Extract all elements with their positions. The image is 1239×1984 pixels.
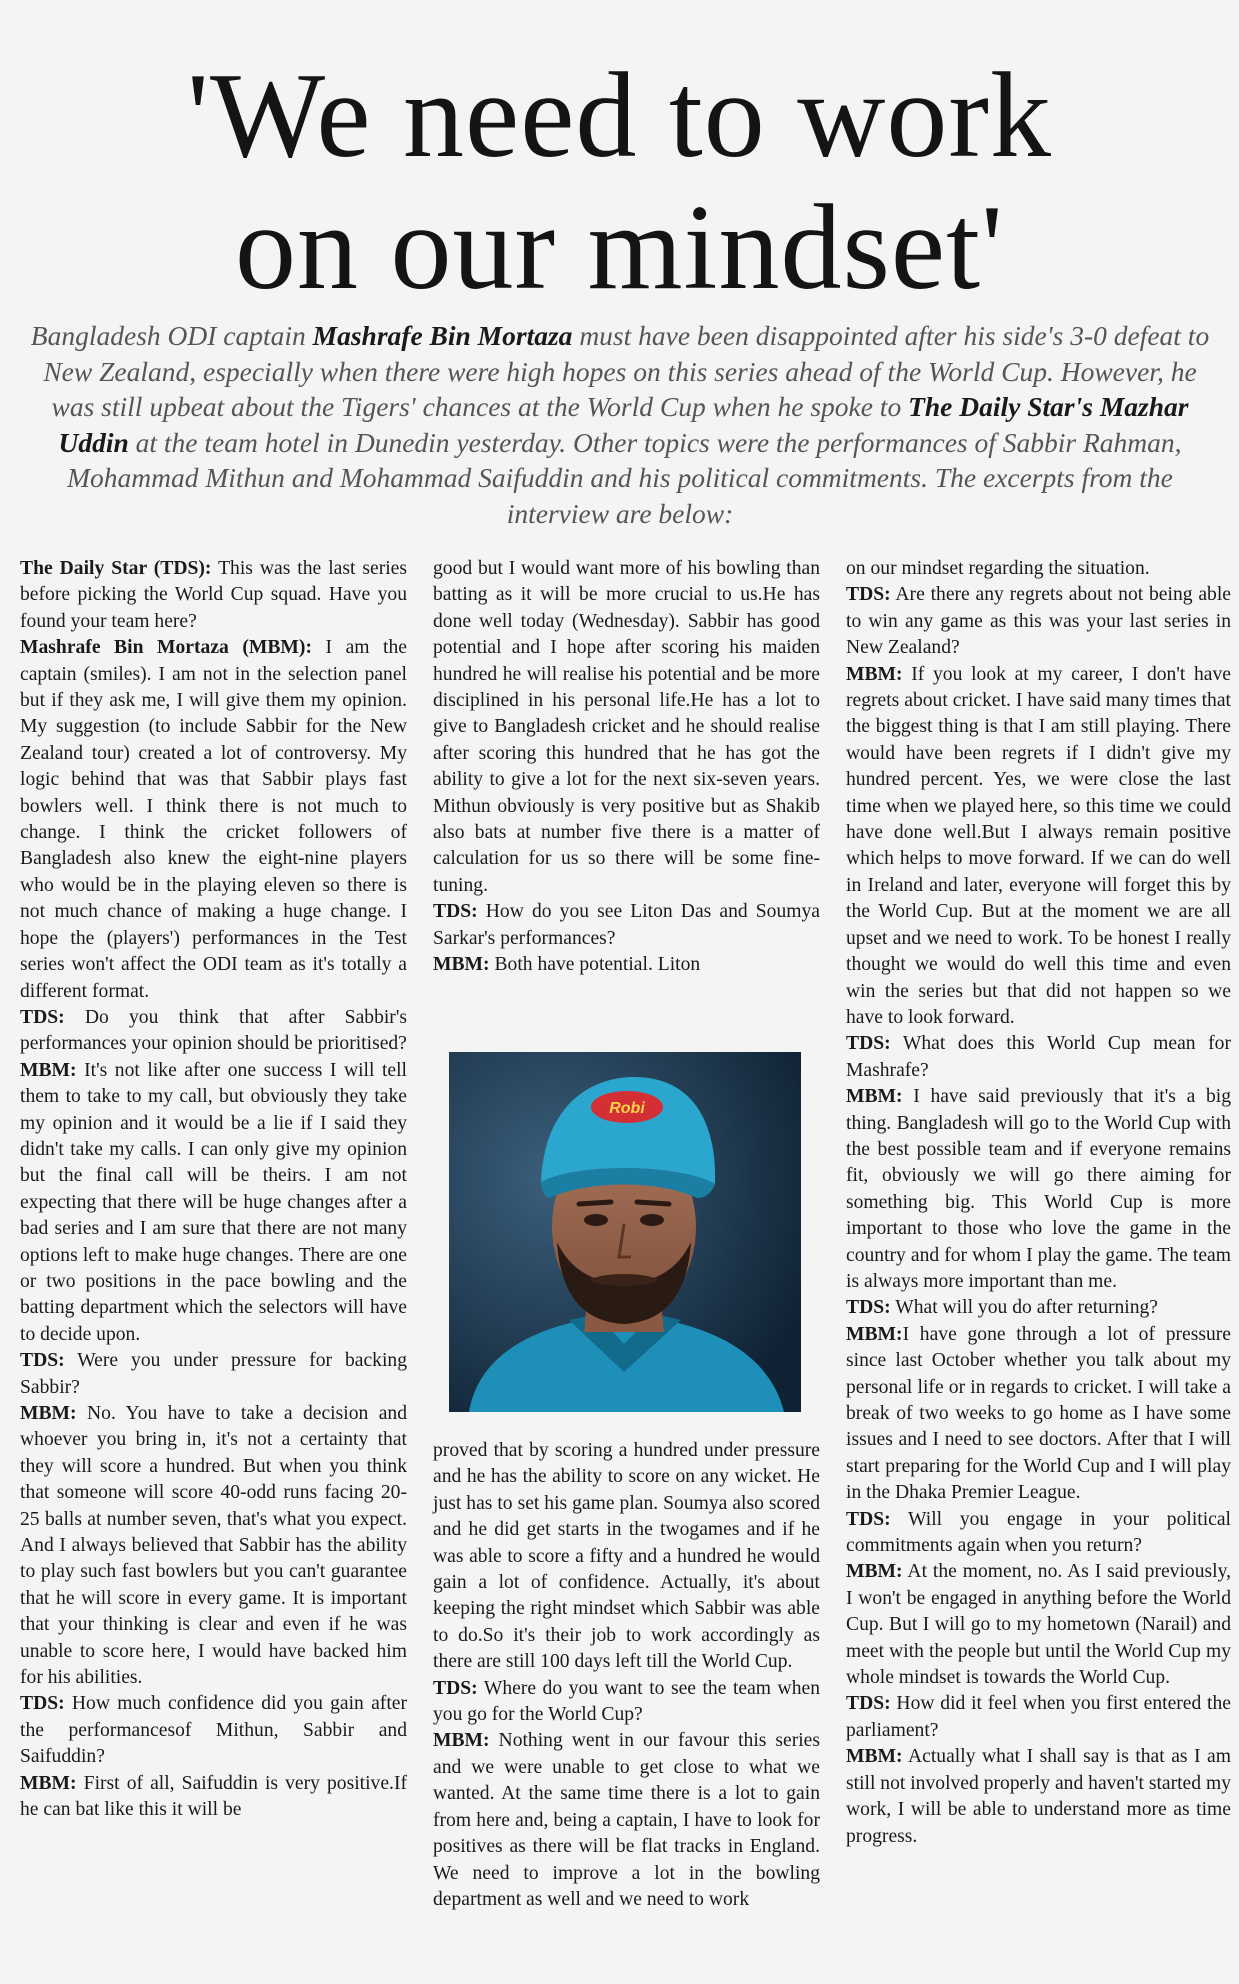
paragraph-text: Both have potential. Liton <box>489 954 701 976</box>
paragraph <box>846 1507 1231 1560</box>
paragraph <box>433 1438 820 1676</box>
paragraph-text: It's not like after one success I will tell them to take to my call, but obviously they take my opinion and it would be a lie if I said they didn't take my calls. I can only give my opinion but the final call will be theirs. I am not expecting that there will be huge changes after a bad series and I am sure that there are not many options left to make huge changes. There are one or two positions in the pace bowling and the batting department which the selectors will have to decide upon. <box>20 1059 407 1345</box>
paragraph-text: What does this World Cup mean for Mashrafe? <box>846 1033 1231 1081</box>
paragraph-text: proved that by scoring a hundred under pressure and he has the ability to score on any wicket. He just has to set his game plan. Soumya also scored and he did get starts in the twogames and if he was able to score a fifty and a hundred he would gain a lot of confidence. Actually, it's about keeping the right mindset which Sabbir was able to do.So it's their job to work accordingly as there are still 100 days left till the World Cup. <box>433 1440 820 1673</box>
player-photo-illustration <box>449 1052 801 1412</box>
speaker-label: TDS: <box>846 1033 891 1055</box>
paragraph-text: What will you do after returning? <box>890 1297 1158 1319</box>
paragraph <box>846 1084 1231 1295</box>
paragraph <box>846 1322 1231 1507</box>
paragraph <box>20 1401 407 1691</box>
paragraph <box>846 662 1231 1032</box>
standfirst <box>30 318 1210 531</box>
paragraph-text: Are there any regrets about not being able to win any game as this was your last series in New Zealand? <box>846 584 1231 659</box>
paragraph <box>846 1295 1231 1321</box>
speaker-label: MBM: <box>846 1561 903 1583</box>
paragraph-text: on our mindset regarding the situation. <box>846 558 1150 579</box>
headline <box>0 50 1239 314</box>
paragraph-text: Nothing went in our favour this series and we were unable to get close to what we wanted. At the same time there is a lot to gain from here and, being a captain, I have to look for positives as there will be flat tracks in England. We need to improve a lot in the bowling department as well and we need to work <box>433 1730 820 1910</box>
paragraph <box>433 1676 820 1729</box>
paragraph-text: I have said previously that it's a big thing. Bangladesh will go to the World Cup with the best possible team and if everyone remains fit, obviously we will go there aiming for something big. This World Cup is more important to those who love the game in the country and for whom I play the game. The team is always more important than me. <box>846 1086 1231 1292</box>
player-photo <box>449 1052 801 1412</box>
speaker-label: TDS: <box>20 1350 65 1372</box>
paragraph <box>433 556 820 899</box>
paragraph <box>846 1559 1231 1691</box>
speaker-label: Mashrafe Bin Mortaza (MBM): <box>20 637 312 659</box>
paragraph <box>20 1005 407 1058</box>
speaker-label: TDS: <box>846 1693 891 1715</box>
speaker-label: The Daily Star (TDS): <box>20 558 212 579</box>
paragraph <box>20 1058 407 1348</box>
paragraph-text: I have gone through a lot of pressure since last October whether you talk about my personal life or in regards to cricket. I will take a break of two weeks to go home as I have some issues and I need to see doctors. After that I will start preparing for the World Cup and I will play in the Dhaka Premier League. <box>846 1323 1231 1504</box>
speaker-label: MBM: <box>433 954 490 976</box>
standfirst-text-3: at the team hotel in Dunedin yesterday. Other topics were the performances of Sabbir Rahman, Mohammad Mithun and Mohammad Saifuddin and his political commitments. The excerpts from the interview are below: <box>67 426 1182 529</box>
paragraph <box>846 556 1231 582</box>
paragraph <box>20 635 407 1005</box>
paragraph <box>846 1031 1231 1084</box>
speaker-label: TDS: <box>846 1508 891 1530</box>
speaker-label: TDS: <box>846 1297 891 1319</box>
paragraph <box>433 952 820 978</box>
standfirst-bold-reporter: The Daily Star's Mazhar Uddin <box>58 391 1189 458</box>
paragraph <box>846 1744 1231 1850</box>
paragraph <box>846 582 1231 661</box>
paragraph <box>20 1771 407 1824</box>
paragraph-text: good but I would want more of his bowling than batting as it will be more crucial to us.He has done well today (Wednesday). Sabbir has good potential and I hope after scoring his maiden hundred he will realise his potential and be more disciplined in his personal life.He has a lot to give to Bangladesh cricket and he should realise after scoring this hundred that he has got the ability to give a lot for the next six-seven years. Mithun obviously is very positive but as Shakib also bats at number five there is a matter of calculation for us so there will be some fine-tuning. <box>433 558 820 896</box>
paragraph-text: How much confidence did you gain after the performancesof Mithun, Sabbir and Saifuddin? <box>20 1693 407 1768</box>
speaker-label: MBM: <box>20 1403 77 1424</box>
speaker-label: TDS: <box>20 1693 65 1715</box>
paragraph-text: Will you engage in your political commitments again when you return? <box>846 1508 1231 1557</box>
headline-line-2: on our mindset' <box>235 180 1004 315</box>
speaker-label: TDS: <box>20 1006 65 1028</box>
paragraph-text: Actually what I shall say is that as I am still not involved properly and haven't started my work, I will be able to understand more as time progress. <box>846 1746 1231 1847</box>
speaker-label: TDS: <box>433 901 478 923</box>
paragraph-text: This was the last series before picking the World Cup squad. Have you found your team here? <box>20 558 407 632</box>
article-column-3 <box>846 556 1231 1850</box>
speaker-label: TDS: <box>433 1677 478 1699</box>
article-column-2-bottom <box>433 1438 820 1913</box>
paragraph-text: At the moment, no. As I said previously, I won't be engaged in anything before the World Cup. But I will go to my hometown (Narail) and meet with the people but until the World Cup my whole mindset is towards the World Cup. <box>846 1561 1231 1689</box>
speaker-label: MBM: <box>846 1086 903 1108</box>
paragraph-text: No. You have to take a decision and whoever you bring in, it's not a certainty that they will score a hundred. But when you think that someone will score 40-odd runs facing 20-25 balls at number seven, that's what you expect. And I always believed that Sabbir has the ability to play such fast bowlers but you can't guarantee that he will score in every game. It is important that your thinking is clear and even if he was unable to score here, I would have backed him for his abilities. <box>20 1403 407 1689</box>
article-column-2-top <box>433 556 820 979</box>
headline-line-1: 'We need to work <box>187 48 1052 183</box>
paragraph <box>20 1691 407 1770</box>
paragraph-text: How do you see Liton Das and Soumya Sarkar's performances? <box>433 901 820 949</box>
standfirst-text-1: Bangladesh ODI captain <box>30 320 313 351</box>
standfirst-bold-name: Mashrafe Bin Mortaza <box>312 320 573 351</box>
paragraph-text: Where do you want to see the team when you go for the World Cup? <box>433 1677 820 1726</box>
article-column-1 <box>20 556 407 1824</box>
paragraph <box>20 556 407 635</box>
paragraph-text: How did it feel when you first entered the parliament? <box>846 1693 1231 1741</box>
speaker-label: MBM: <box>20 1059 77 1081</box>
paragraph <box>846 1691 1231 1744</box>
paragraph <box>433 899 820 952</box>
paragraph-text: Were you under pressure for backing Sabbir? <box>20 1350 407 1398</box>
paragraph-text: If you look at my career, I don't have regrets about cricket. I have said many times that the biggest thing is that I am still playing. There would have been regrets if I didn't give my hundred percent. Yes, we were close the last time when we played here, so this time we could have done well.But I always remain positive which helps to move forward. If we can do well in Ireland and later, everyone will forget this by the World Cup. But at the moment we are all upset and we need to work. To be honest I really thought we would do well this time and even win the series but that did not happen so we have to look forward. <box>846 663 1231 1028</box>
paragraph-text: Do you think that after Sabbir's performances your opinion should be prioritised? <box>20 1006 407 1055</box>
speaker-label: MBM: <box>433 1730 490 1752</box>
paragraph-text: I am the captain (smiles). I am not in the selection panel but if they ask me, I will give them my opinion. My suggestion (to include Sabbir for the New Zealand tour) created a lot of controversy. My logic behind that was that Sabbir plays fast bowlers well. I think there is not much to change. I think the cricket followers of Bangladesh also knew the eight-nine players who would be in the playing eleven so there is not much chance of making a huge change. I hope the (players') performances in the Test series won't affect the ODI team as it's totally a different format. <box>20 637 407 1002</box>
speaker-label: MBM: <box>20 1772 77 1794</box>
standfirst-text-2: must have been disappointed after his side's 3-0 defeat to New Zealand, especially when there were high hopes on this series ahead of the World Cup. However, he was still upbeat about the Tigers' chances at the World Cup when he spoke to <box>43 320 1210 422</box>
paragraph <box>20 1348 407 1401</box>
speaker-label: MBM: <box>846 1746 903 1768</box>
speaker-label: TDS: <box>846 584 891 606</box>
paragraph <box>433 1728 820 1913</box>
paragraph-text: First of all, Saifuddin is very positive.If he can bat like this it will be <box>20 1772 407 1821</box>
cap-logo-text: Robi <box>609 1100 645 1117</box>
speaker-label: MBM: <box>846 663 903 685</box>
speaker-label: MBM: <box>846 1323 903 1345</box>
